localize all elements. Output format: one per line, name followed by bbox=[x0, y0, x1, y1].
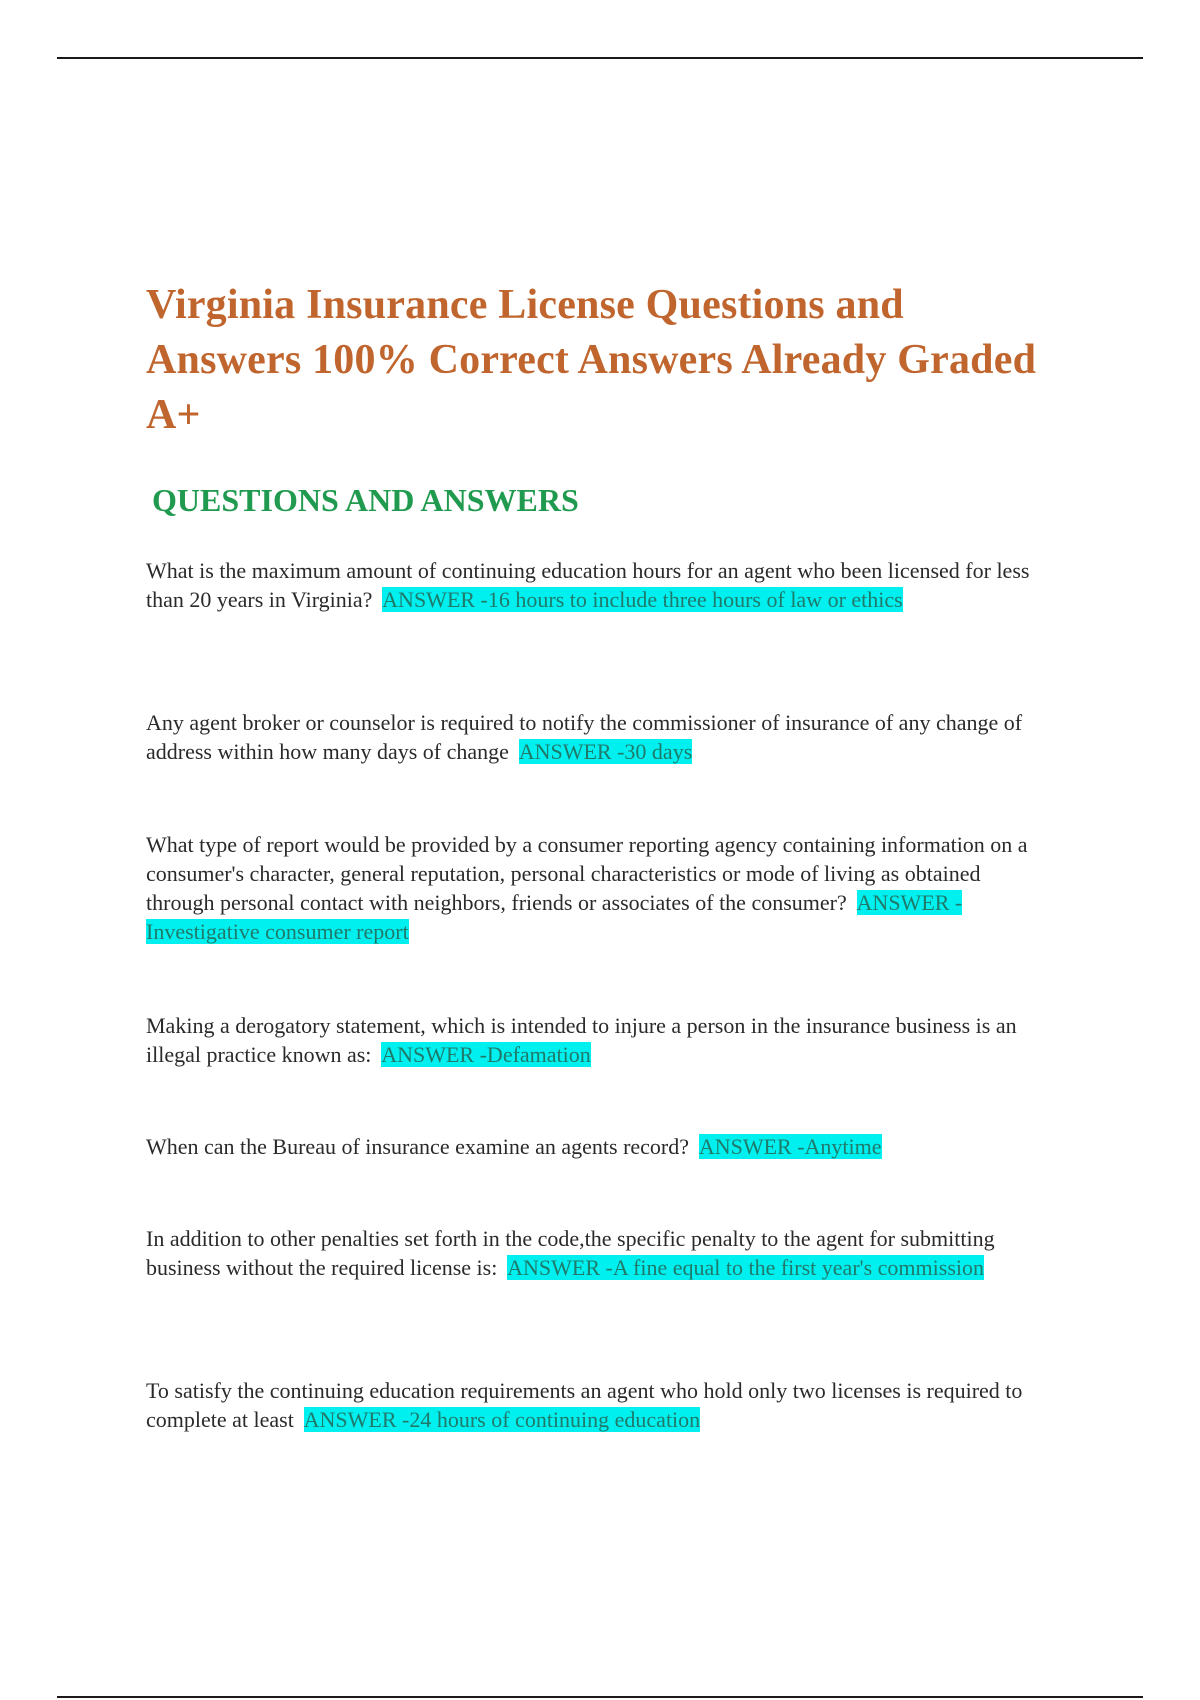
top-rule bbox=[57, 57, 1143, 59]
answer-highlight: ANSWER -30 days bbox=[518, 739, 693, 764]
question-text: In addition to other penalties set forth in the code,the specific penalty to the agent for submitting business without the required license is: bbox=[146, 1226, 995, 1280]
answer-highlight: ANSWER -Investigative consumer report bbox=[146, 890, 963, 944]
question-text: When can the Bureau of insurance examine an agents record? bbox=[146, 1134, 690, 1159]
qa-item bbox=[146, 1011, 1046, 1069]
answer-highlight: ANSWER -Defamation bbox=[381, 1042, 591, 1067]
question-text: What is the maximum amount of continuing education hours for an agent who been licensed for less than 20 years in Virginia? bbox=[146, 558, 1030, 612]
answer-highlight: ANSWER -A fine equal to the first year's commission bbox=[507, 1255, 985, 1280]
qa-item bbox=[146, 1224, 1046, 1282]
document-title: Virginia Insurance License Questions and Answers 100% Correct Answers Already Graded A+ bbox=[146, 282, 1037, 438]
question-text: To satisfy the continuing education requirements an agent who hold only two licenses is required to complete at least bbox=[146, 1378, 1023, 1432]
question-text: Any agent broker or counselor is required to notify the commissioner of insurance of any change of address within how many days of change bbox=[146, 710, 1023, 764]
answer-highlight: ANSWER -24 hours of continuing education bbox=[303, 1407, 701, 1432]
question-text: What type of report would be provided by a consumer reporting agency containing information on a consumer's character, general reputation, personal characteristics or mode of living as obtained through personal contact with neighbors, friends or associates of the consumer? bbox=[146, 832, 1028, 915]
qa-item bbox=[146, 708, 1046, 766]
qa-item bbox=[146, 556, 1046, 614]
answer-highlight: ANSWER -16 hours to include three hours of law or ethics bbox=[382, 587, 903, 612]
qa-item bbox=[146, 830, 1046, 946]
qa-item bbox=[146, 1376, 1046, 1434]
answer-highlight: ANSWER -Anytime bbox=[698, 1134, 882, 1159]
bottom-rule bbox=[57, 1696, 1143, 1698]
qa-item bbox=[146, 1132, 1046, 1161]
section-heading: QUESTIONS AND ANSWERS bbox=[152, 482, 579, 518]
question-text: Making a derogatory statement, which is intended to injure a person in the insurance business is an illegal practice known as: bbox=[146, 1013, 1017, 1067]
